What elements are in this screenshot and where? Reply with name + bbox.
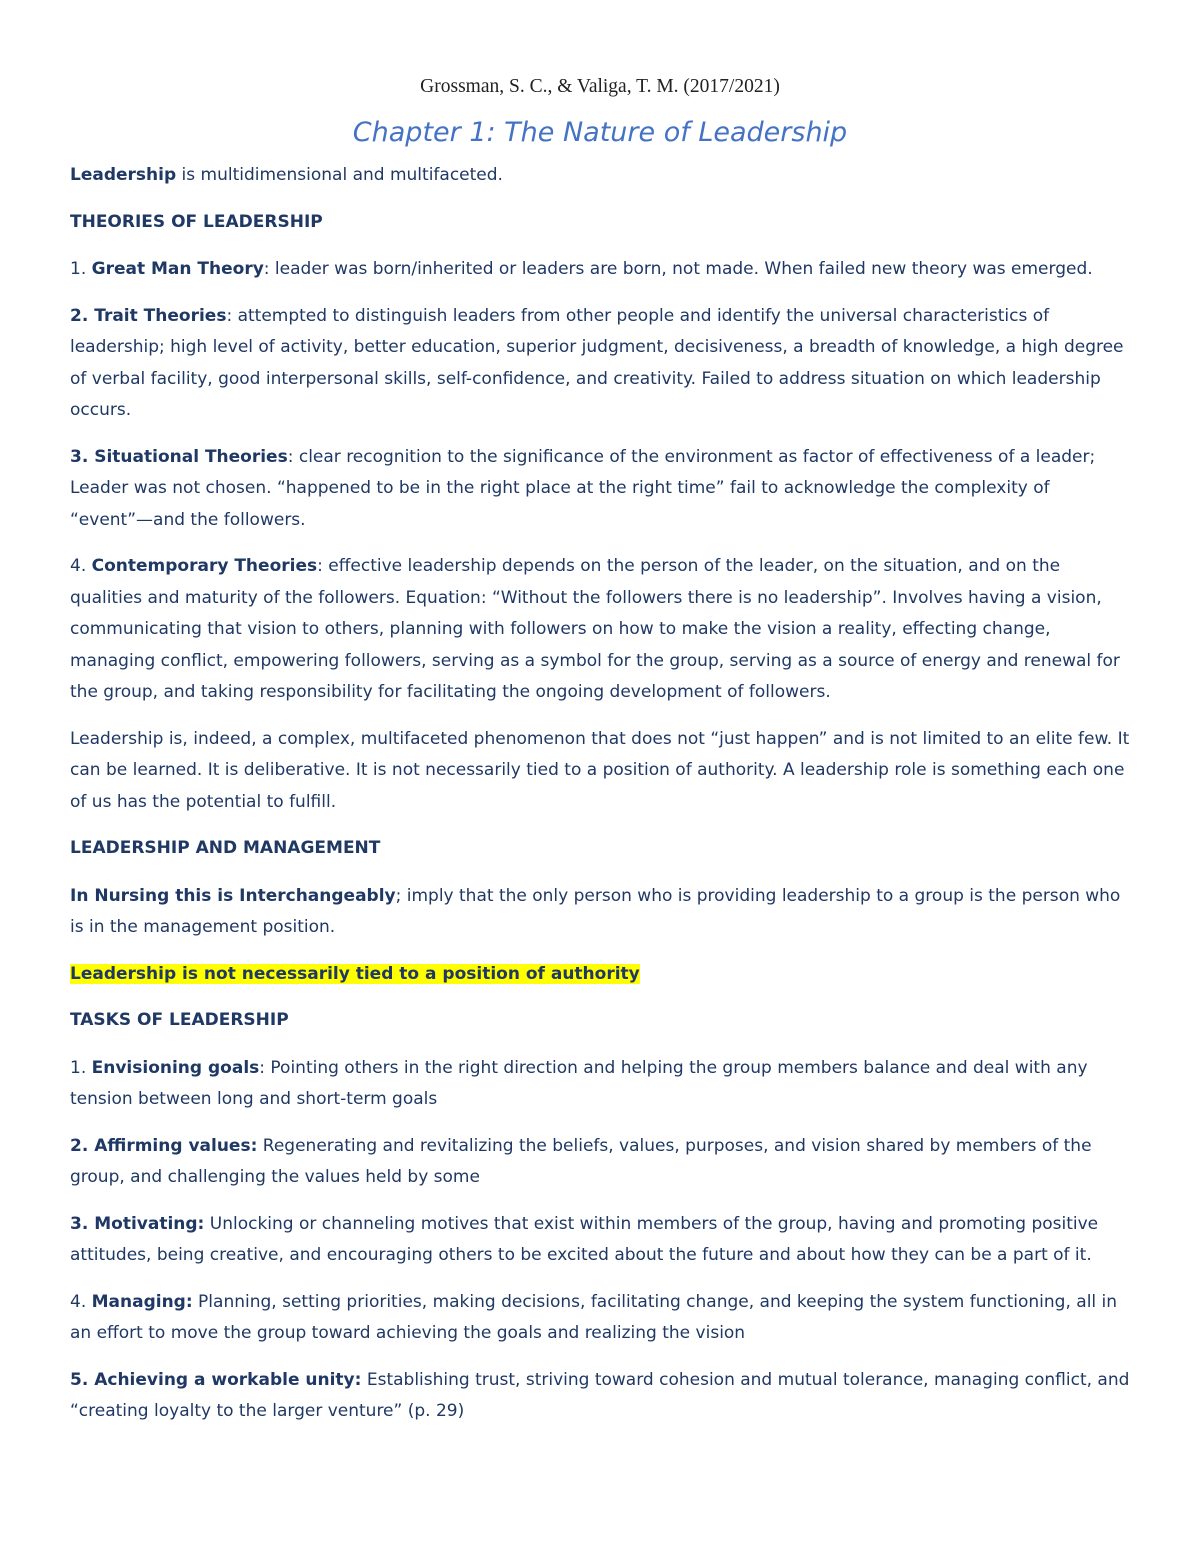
task-number: 5. xyxy=(70,1369,95,1390)
management-paragraph xyxy=(70,881,1130,944)
theory-description: : leader was born/inherited or leaders are born, not made. When failed new theory was emerged. xyxy=(263,259,1093,279)
task-term: Affirming values: xyxy=(94,1135,258,1156)
task-number: 3. xyxy=(70,1213,95,1234)
task-description: Planning, setting priorities, making decisions, facilitating change, and keeping the system functioning, all in an effort to move the group toward achieving the goals and realizing the vision xyxy=(70,1291,1118,1343)
theory-number: 2. xyxy=(70,305,95,326)
highlighted-statement: Leadership is not necessarily tied to a position of authority xyxy=(70,963,640,984)
theory-item-situational xyxy=(70,442,1130,537)
task-description: Establishing trust, striving toward cohesion and mutual tolerance, managing conflict, and “creating loyalty to the larger venture” (p. 29) xyxy=(70,1369,1130,1421)
task-description: Regenerating and revitalizing the beliefs, values, purposes, and vision shared by members of the group, and challenging the values held by some xyxy=(70,1135,1092,1187)
theories-heading: THEORIES OF LEADERSHIP xyxy=(70,211,323,232)
task-item-motivating xyxy=(70,1209,1130,1272)
theory-description: : attempted to distinguish leaders from other people and identify the universal characteristics of leadership; high level of activity, better education, superior judgment, decisiveness, a breadth of knowledge, a high degree of verbal facility, good interpersonal skills, self-confidence, and creativity. Failed to address situation on which leadership occurs. xyxy=(70,305,1124,420)
chapter-title: Chapter 1: The Nature of Leadership xyxy=(352,117,848,148)
task-term: Envisioning goals xyxy=(91,1057,260,1078)
task-number: 1. xyxy=(70,1057,92,1078)
theories-summary: Leadership is, indeed, a complex, multifaceted phenomenon that does not “just happen” and is not limited to an elite few. It can be learned. It is deliberative. It is not necessarily tied to a position of authority. A leadership role is something each one of us has the potential to fulfill. xyxy=(70,728,1130,812)
theory-term: Great Man Theory xyxy=(91,259,264,279)
task-description: : Pointing others in the right direction and helping the group members balance and deal with any tension between long and short-term goals xyxy=(70,1057,1088,1109)
task-description: Unlocking or channeling motives that exist within members of the group, having and promoting positive attitudes, being creative, and encouraging others to be excited about the future and about how they can be a part of it. xyxy=(70,1213,1099,1265)
management-term: In Nursing this is Interchangeably xyxy=(70,885,396,906)
task-number: 2. xyxy=(70,1135,95,1156)
task-item-envisioning xyxy=(70,1053,1130,1116)
task-term: Motivating: xyxy=(94,1213,205,1234)
task-number: 4. xyxy=(70,1291,92,1312)
theory-description: : clear recognition to the significance of the environment as factor of effectiveness of a leader; Leader was not chosen. “happened to be in the right place at the right time” fail to acknowledge the complexity of “event”—and the followers. xyxy=(70,446,1096,530)
tasks-heading: TASKS OF LEADERSHIP xyxy=(70,1010,289,1030)
task-item-managing xyxy=(70,1287,1130,1350)
task-item-affirming xyxy=(70,1131,1130,1194)
theory-item-trait xyxy=(70,301,1130,427)
citation: Grossman, S. C., & Valiga, T. M. (2017/2021) xyxy=(420,76,780,97)
task-term: Managing: xyxy=(91,1291,193,1312)
theory-number: 3. xyxy=(70,446,95,467)
theory-item-great-man xyxy=(70,254,1130,286)
theory-number: 4. xyxy=(70,556,92,576)
theory-number: 1. xyxy=(70,259,92,279)
theory-term: Situational Theories xyxy=(94,446,288,467)
management-heading: LEADERSHIP AND MANAGEMENT xyxy=(70,838,381,858)
theory-term: Contemporary Theories xyxy=(91,556,318,576)
intro-term: Leadership xyxy=(70,165,177,185)
theory-description: : effective leadership depends on the person of the leader, on the situation, and on the qualities and maturity of the followers. Equation: “Without the followers there is no leadership”. Involves having a vision, communicating that vision to others, planning with followers on how to make the vision a reality, effecting change, managing conflict, empowering followers, serving as a symbol for the group, serving as a source of energy and renewal for the group, and taking responsibility for facilitating the ongoing development of followers. xyxy=(70,556,1120,702)
task-term: Achieving a workable unity: xyxy=(94,1369,362,1390)
theory-item-contemporary xyxy=(70,551,1130,709)
theory-term: Trait Theories xyxy=(94,305,227,326)
document-page xyxy=(70,70,1130,1443)
intro-paragraph xyxy=(70,160,1130,192)
management-text: ; imply that the only person who is providing leadership to a group is the person who is in the management position. xyxy=(70,885,1121,937)
task-item-unity xyxy=(70,1365,1130,1428)
highlight-paragraph xyxy=(70,959,1130,991)
intro-text: is multidimensional and multifaceted. xyxy=(176,165,503,185)
